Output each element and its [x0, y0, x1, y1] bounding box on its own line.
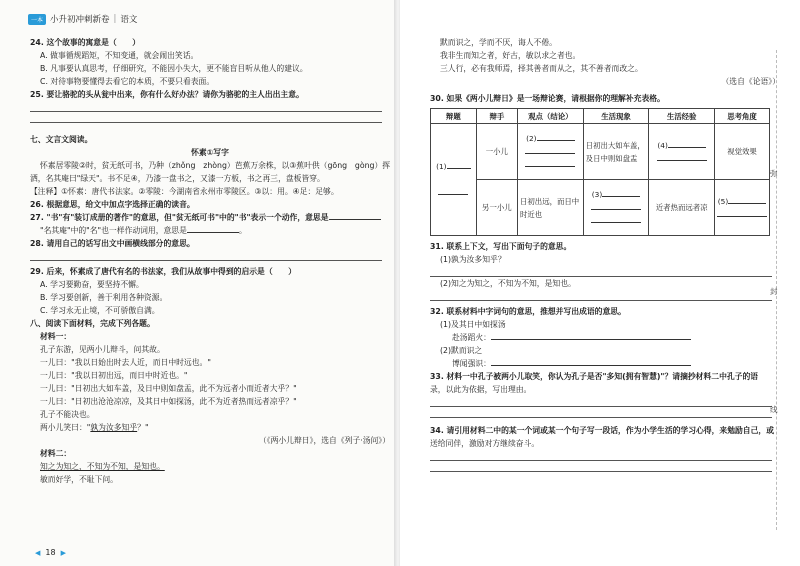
- answer-blank[interactable]: [491, 357, 691, 366]
- prev-page-icon[interactable]: ◀: [35, 548, 41, 557]
- view-cell: [518, 124, 584, 180]
- question-25: 25. 要让骆驼的头从瓮中出来，你有什么好办法？请你为骆驼的主人出出主意。: [30, 90, 304, 99]
- quote-suffix: ？": [137, 423, 149, 432]
- angle-cell: 视觉效果: [715, 124, 770, 180]
- material-line: 孔子东游，见两小儿辩斗，问其故。: [40, 345, 165, 354]
- brand-logo: 一本: [28, 14, 46, 25]
- answer-blank[interactable]: [591, 215, 641, 223]
- annotation-note: 【注释】①怀素：唐代书法家。②零陵：今湖南省永州市零陵区。③以：用。④足：足够。: [30, 187, 339, 196]
- answer-blank[interactable]: [491, 331, 691, 340]
- question-26: 26. 根据意思，给文中加点字选择正确的读音。: [30, 200, 195, 209]
- answer-blank[interactable]: [537, 133, 575, 141]
- answer-line[interactable]: [430, 396, 772, 407]
- section-7-heading: 七、文言文阅读。: [30, 135, 93, 144]
- material-line: 一儿曰："日初出沧沧凉凉，及其日中如探汤，此不为近者热而远者凉乎？": [40, 397, 297, 406]
- q31-item-2: (2)知之为知之，不知为不知，是知也。: [440, 279, 576, 288]
- answer-blank[interactable]: [602, 189, 640, 197]
- question-27-part-b: "名其庵"中的"名"也一样作动词用，意思是 。: [40, 226, 247, 235]
- q27-text: 27. "书"有"装订成册的著作"的意思，但"贫无纸可书"中的"书"表示一个动作，意思是: [30, 213, 329, 222]
- blank-label: (1): [436, 162, 447, 171]
- material-line: [30, 421, 390, 434]
- answer-blank[interactable]: [657, 153, 707, 161]
- answer-line[interactable]: [430, 290, 772, 301]
- table-header: 辩手: [476, 109, 517, 124]
- material-1-source: （《两小儿辩日》，选自《列子·汤问》）: [258, 436, 390, 445]
- question-34: 34. 请引用材料二中的某一个词或某一个句子写一段话，作为小学生活的学习心得，来勉励自己，或: [430, 426, 774, 435]
- series-title: 小升初冲刺新卷: [50, 15, 110, 25]
- q29-option-a[interactable]: A. 学习要勤奋，要坚持不懈。: [40, 280, 144, 289]
- q29-option-b[interactable]: B. 学习要创新，善于利用各种资源。: [40, 293, 168, 302]
- experience-cell: [649, 124, 715, 180]
- material-line: 三人行，必有我师焉，择其善者而从之，其不善者而改之。: [440, 64, 643, 73]
- answer-blank[interactable]: [187, 224, 239, 233]
- question-30: 30. 如果《两小儿辩日》是一场辩论赛，请根据你的理解补充表格。: [430, 94, 665, 103]
- phenomenon-cell: [583, 180, 649, 236]
- page-number-text: 18: [45, 548, 56, 557]
- answer-blank[interactable]: [525, 146, 575, 154]
- angle-cell: [715, 180, 770, 236]
- question-29: 29. 后来，怀素成了唐代有名的书法家，我们从故事中得到的启示是（ ）: [30, 267, 297, 276]
- right-page: [400, 0, 800, 566]
- answer-line[interactable]: [30, 112, 382, 123]
- seal-mark: 封: [770, 287, 778, 296]
- phenomenon-cell: 日初出大如车盖，及日中则如盘盂: [583, 124, 649, 180]
- q24-option-b[interactable]: B. 凡事要认真思考，仔细研究，不能因小失大，更不能盲目听从他人的建议。: [40, 64, 308, 73]
- q32-item-1: (1)及其日中如探汤: [440, 320, 506, 329]
- blank-label: (4): [657, 140, 668, 150]
- material-line: 一儿曰："我以日初出远，而日中时近也。": [40, 371, 188, 380]
- table-row: [431, 180, 770, 236]
- debate-table: [430, 108, 770, 236]
- answer-blank[interactable]: [717, 209, 767, 217]
- answer-blank[interactable]: [329, 211, 381, 220]
- answer-blank[interactable]: [438, 187, 468, 195]
- table-header-row: [431, 109, 770, 124]
- debater-cell: 另一小儿: [476, 180, 517, 236]
- section-8-heading: 八、阅读下面材料，完成下列各题。: [30, 319, 155, 328]
- table-row: [431, 124, 770, 180]
- q24-option-a[interactable]: A. 做事循规蹈矩，不知变通，就会闹出笑话。: [40, 51, 199, 60]
- material-2-label: 材料二：: [40, 449, 72, 458]
- material-1-label: 材料一：: [40, 332, 72, 341]
- next-page-icon[interactable]: ▶: [60, 548, 66, 557]
- view-cell: 日初出远，而日中时近也: [518, 180, 584, 236]
- material-line: 知之为知之，不知为不知，是知也。: [40, 462, 165, 471]
- answer-line[interactable]: [430, 450, 772, 461]
- material-line: 一儿曰："日初出大如车盖，及日中则如盘盂，此不为远者小而近者大乎？": [40, 384, 297, 393]
- seal-mark: 弥: [770, 169, 778, 178]
- seal-mark: 线: [770, 405, 778, 414]
- q27b-text: "名其庵"中的"名"也一样作动词用，意思是: [40, 226, 187, 235]
- material-line: 我非生而知之者，好古，敏以求之者也。: [440, 51, 581, 60]
- material-line: 孔子不能决也。: [40, 410, 95, 419]
- quote-prefix: 两小儿笑曰：": [40, 423, 91, 432]
- left-page: [0, 0, 396, 566]
- answer-line[interactable]: [430, 407, 772, 418]
- idiom-label: 赴汤蹈火：: [452, 333, 491, 342]
- answer-blank[interactable]: [668, 140, 706, 148]
- page-header: [28, 12, 137, 26]
- answer-blank[interactable]: [525, 159, 575, 167]
- material-line: 一儿曰："我以日始出时去人近，而日中时远也。": [40, 358, 211, 367]
- answer-line[interactable]: [30, 101, 382, 112]
- table-header: 观点（结论）: [518, 109, 584, 124]
- answer-blank[interactable]: [447, 161, 471, 169]
- material-2-source: （选自《论语》）: [721, 77, 780, 86]
- question-31: 31. 联系上下文，写出下面句子的意思。: [430, 242, 572, 251]
- left-content: [30, 36, 390, 486]
- question-34-cont: 送给同伴，激励对方继续奋斗。: [430, 439, 540, 448]
- table-header: 生活现象: [583, 109, 649, 124]
- idiom-label: 博闻强识：: [452, 359, 491, 368]
- header-divider: |: [113, 14, 117, 24]
- q32-idiom-1: [430, 331, 780, 344]
- table-header: 辩题: [431, 109, 477, 124]
- q24-option-c[interactable]: C. 对待事物要懂得去看它的本质，不要只看表面。: [40, 77, 215, 86]
- question-33-cont: 录，以此为依据，写出理由。: [430, 385, 532, 394]
- page-number: [30, 548, 71, 557]
- debater-cell: 一小儿: [476, 124, 517, 180]
- passage-title: 怀素①写字: [191, 148, 229, 157]
- answer-line[interactable]: [430, 266, 772, 277]
- question-32: 32. 联系材料中字词句的意思，推想并写出成语的意思。: [430, 307, 626, 316]
- question-24: 24. 这个故事的寓意是（ ）: [30, 38, 141, 47]
- answer-blank[interactable]: [728, 196, 766, 204]
- blank-label: (3): [591, 190, 603, 199]
- question-28: 28. 请用自己的话写出文中画横线部分的意思。: [30, 239, 195, 248]
- question-27: [30, 211, 390, 224]
- q31-item-1: (1)孰为汝多知乎？: [440, 255, 506, 264]
- answer-line[interactable]: [30, 250, 382, 261]
- underlined-phrase: 孰为汝多知乎: [90, 423, 138, 432]
- passage-line: 怀素居零陵②时，贫无纸可书，乃种（zhǒng zhòng）芭蕉万余株，以③蕉叶供（gōng gòng）挥: [40, 161, 391, 170]
- experience-cell: 近者热而远者凉: [649, 180, 715, 236]
- material-line: 敏而好学，不耻下问。: [40, 475, 118, 484]
- blank-label: (2): [526, 134, 537, 143]
- blank-label: (5): [717, 196, 729, 206]
- q32-idiom-2: [430, 357, 780, 370]
- answer-blank[interactable]: [591, 202, 641, 210]
- right-content: [430, 36, 780, 472]
- q29-option-c[interactable]: C. 学习永无止境，不可骄傲自满。: [40, 306, 160, 315]
- material-line: 默而识之，学而不厌，诲人不倦。: [440, 38, 557, 47]
- table-header: 生活经验: [649, 109, 715, 124]
- table-header: 思考角度: [715, 109, 770, 124]
- passage-line: 洒，名其庵曰"绿天"。书不足④，乃漆一盘书之，又漆一方板，书之再三，盘板皆穿。: [30, 174, 325, 183]
- q32-item-2: (2)默而识之: [440, 346, 483, 355]
- answer-line[interactable]: [430, 461, 772, 472]
- question-33: 33. 材料一中孔子被两小儿取笑，你认为孔子是否"多知(拥有智慧)"？请摘抄材料二中孔子的语: [430, 372, 759, 381]
- topic-cell: [431, 124, 477, 236]
- subject-label: 语文: [120, 15, 138, 25]
